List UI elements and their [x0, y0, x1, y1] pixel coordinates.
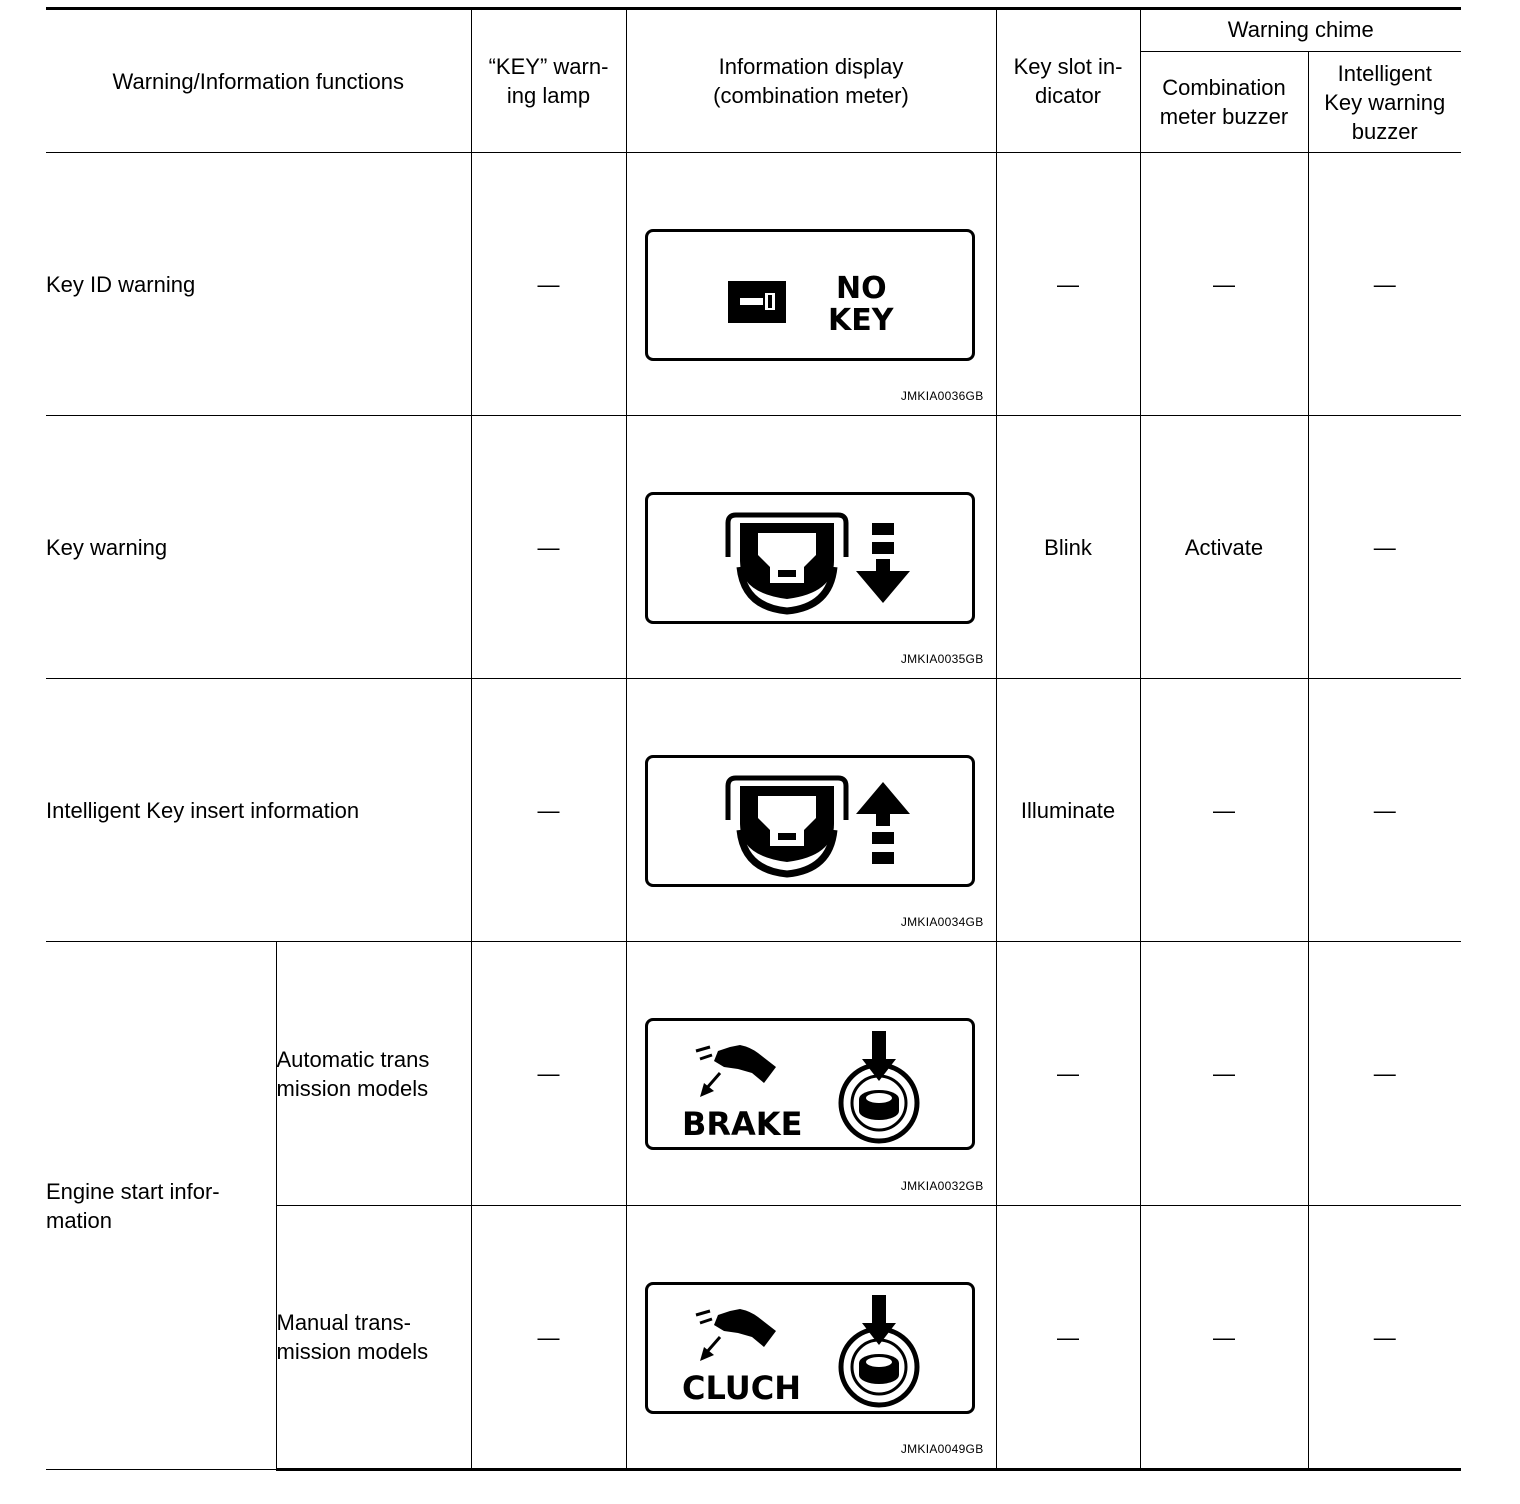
- figure-code: JMKIA0049GB: [900, 1442, 984, 1456]
- intelligent-buzzer-value: —: [1308, 416, 1461, 679]
- no-key-text-line1: NO: [835, 271, 887, 306]
- warning-functions-table: [46, 7, 1461, 1471]
- key-slot-value: —: [996, 1206, 1140, 1470]
- key-slot-value: Blink: [996, 416, 1140, 679]
- display-panel: [645, 229, 975, 361]
- no-key-icon: [648, 232, 978, 364]
- header-key-slot: Key slot in- dicator: [996, 9, 1140, 153]
- info-display-cell: [626, 679, 996, 942]
- key-slot-remove-icon: [648, 495, 978, 627]
- header-warning-chime: Warning chime: [1140, 9, 1461, 52]
- function-label: Key warning: [46, 416, 471, 679]
- key-lamp-value: —: [471, 679, 626, 942]
- combination-buzzer-value: Activate: [1140, 416, 1308, 679]
- intelligent-buzzer-value: —: [1308, 1206, 1461, 1470]
- intelligent-buzzer-value: —: [1308, 942, 1461, 1206]
- sub-function-label: Manual trans- mission models: [276, 1206, 471, 1470]
- figure-code: JMKIA0036GB: [900, 389, 984, 403]
- info-display-cell: [626, 942, 996, 1206]
- clutch-push-start-icon: [648, 1285, 978, 1417]
- header-intelligent-buzzer: Intelligent Key warning buzzer: [1308, 52, 1461, 153]
- brake-push-start-icon: [648, 1021, 978, 1153]
- figure-code: JMKIA0032GB: [900, 1179, 984, 1193]
- table-row: [46, 416, 1461, 679]
- key-slot-value: Illuminate: [996, 679, 1140, 942]
- clutch-text: CLUCH: [681, 1369, 801, 1407]
- key-slot-value: —: [996, 153, 1140, 416]
- figure-code: JMKIA0035GB: [900, 652, 984, 666]
- header-info-display: Information display (combination meter): [626, 9, 996, 153]
- display-panel: [645, 755, 975, 887]
- header-functions: Warning/Information functions: [46, 9, 471, 153]
- info-display-cell: [626, 1206, 996, 1470]
- brake-text: BRAKE: [681, 1105, 802, 1143]
- sub-function-label: Automatic trans mission models: [276, 942, 471, 1206]
- combination-buzzer-value: —: [1140, 942, 1308, 1206]
- display-panel: [645, 1282, 975, 1414]
- function-label: Engine start infor- mation: [46, 942, 276, 1470]
- table-row: [46, 942, 1461, 1206]
- function-label: Intelligent Key insert information: [46, 679, 471, 942]
- info-display-cell: [626, 416, 996, 679]
- figure-code: JMKIA0034GB: [900, 915, 984, 929]
- info-display-cell: [626, 153, 996, 416]
- intelligent-buzzer-value: —: [1308, 679, 1461, 942]
- header-key-lamp: “KEY” warn- ing lamp: [471, 9, 626, 153]
- key-lamp-value: —: [471, 416, 626, 679]
- header-combination-buzzer: Combination meter buzzer: [1140, 52, 1308, 153]
- function-label: Key ID warning: [46, 153, 471, 416]
- key-lamp-value: —: [471, 153, 626, 416]
- display-panel: [645, 1018, 975, 1150]
- combination-buzzer-value: —: [1140, 153, 1308, 416]
- key-lamp-value: —: [471, 942, 626, 1206]
- combination-buzzer-value: —: [1140, 1206, 1308, 1470]
- key-slot-insert-icon: [648, 758, 978, 890]
- display-panel: [645, 492, 975, 624]
- key-slot-value: —: [996, 942, 1140, 1206]
- key-lamp-value: —: [471, 1206, 626, 1470]
- combination-buzzer-value: —: [1140, 679, 1308, 942]
- no-key-text-line2: KEY: [827, 303, 893, 338]
- intelligent-buzzer-value: —: [1308, 153, 1461, 416]
- table-row: [46, 153, 1461, 416]
- table-row: [46, 679, 1461, 942]
